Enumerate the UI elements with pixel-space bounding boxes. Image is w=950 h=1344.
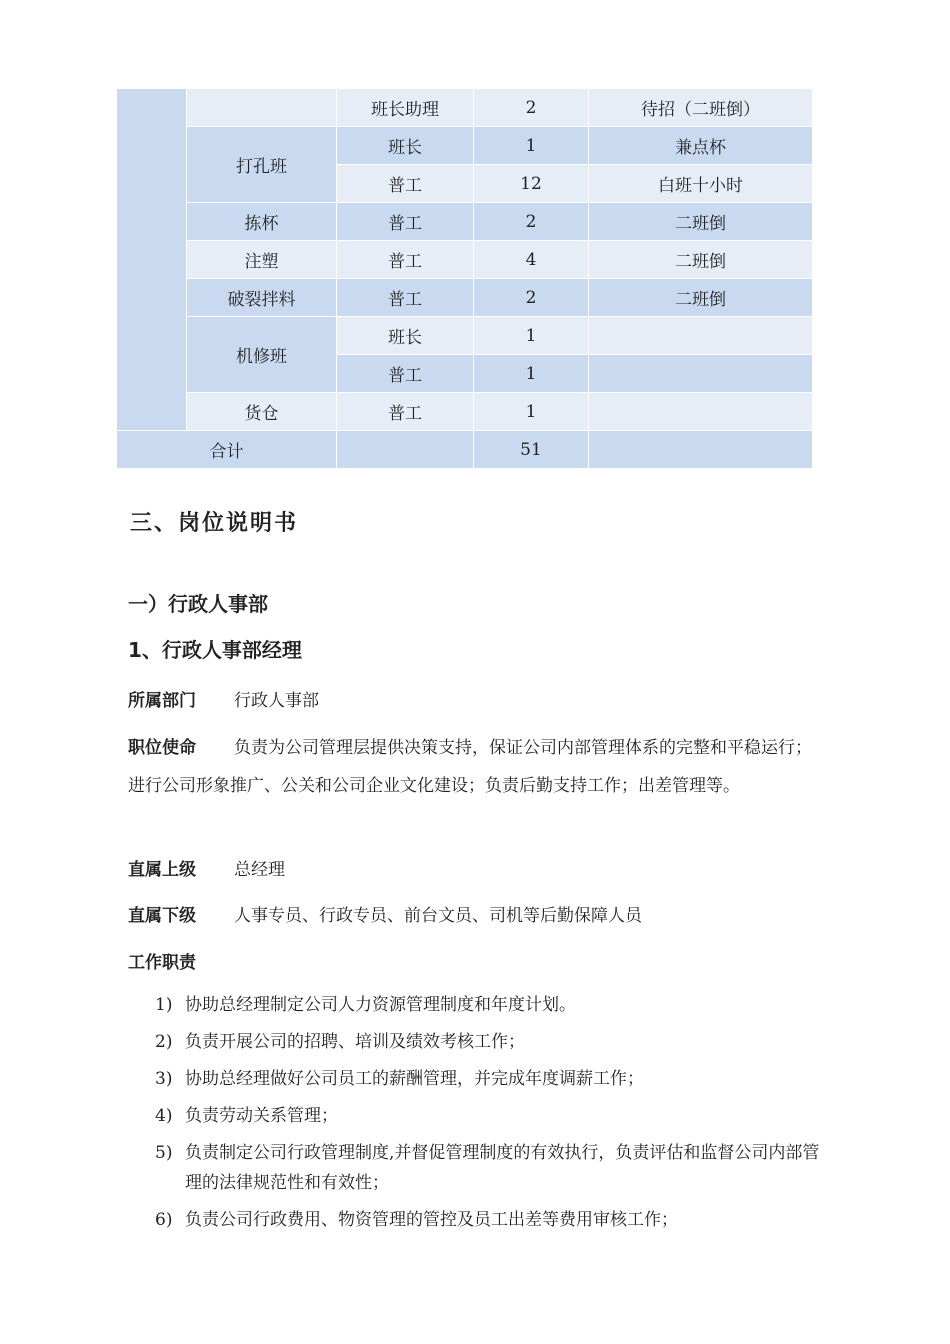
- position-cell: 班长: [337, 317, 474, 355]
- position-cell: 普工: [337, 165, 474, 203]
- count-cell: 2: [474, 89, 589, 127]
- section-title: 三、岗位说明书: [130, 511, 299, 536]
- staffing-table: [116, 88, 813, 469]
- note-cell: [589, 355, 813, 393]
- position-cell: 普工: [337, 241, 474, 279]
- mission-label: 职位使命: [128, 738, 196, 758]
- item-number: 6): [155, 1210, 173, 1230]
- team-cell: 破裂拌料: [187, 279, 337, 317]
- item-number: 1): [155, 995, 173, 1015]
- mission-field: [128, 729, 828, 805]
- dept-group-cell: [117, 89, 187, 431]
- position-cell: 普工: [337, 393, 474, 431]
- team-cell: 注塑: [187, 241, 337, 279]
- position-cell: 普工: [337, 203, 474, 241]
- count-cell: 1: [474, 393, 589, 431]
- duties-label: 工作职责: [128, 953, 196, 973]
- table-row: [117, 127, 813, 165]
- note-cell: [589, 393, 813, 431]
- list-item: [155, 990, 825, 1020]
- item-text: 负责劳动关系管理；: [185, 1106, 338, 1126]
- item-text: 负责开展公司的招聘、培训及绩效考核工作；: [185, 1032, 525, 1052]
- team-cell: 货仓: [187, 393, 337, 431]
- team-cell: 打孔班: [187, 127, 337, 203]
- item-number: 2): [155, 1032, 173, 1052]
- note-cell: 兼点杯: [589, 127, 813, 165]
- table-row: [117, 317, 813, 355]
- position-cell: 普工: [337, 355, 474, 393]
- table-row: [117, 241, 813, 279]
- table-total-row: [117, 431, 813, 469]
- count-cell: 12: [474, 165, 589, 203]
- dept-value: 行政人事部: [234, 691, 319, 711]
- count-cell: 4: [474, 241, 589, 279]
- note-cell: 二班倒: [589, 203, 813, 241]
- subordinate-label: 直属下级: [128, 906, 196, 926]
- team-cell: 拣杯: [187, 203, 337, 241]
- item-number: 3): [155, 1069, 173, 1089]
- item-text: 负责公司行政费用、物资管理的管控及员工出差等费用审核工作；: [185, 1210, 678, 1230]
- item-text: 协助总经理做好公司员工的薪酬管理，并完成年度调薪工作；: [185, 1069, 644, 1089]
- position-cell: 班长助理: [337, 89, 474, 127]
- note-cell: 二班倒: [589, 241, 813, 279]
- subordinate-field: [128, 897, 828, 935]
- superior-label: 直属上级: [128, 860, 196, 880]
- count-cell: 1: [474, 355, 589, 393]
- team-cell: [187, 89, 337, 127]
- position-cell: 普工: [337, 279, 474, 317]
- total-position-cell: [337, 431, 474, 469]
- list-item: [155, 1138, 825, 1198]
- table-row: [117, 393, 813, 431]
- table-row: [117, 279, 813, 317]
- item-number: 4): [155, 1106, 173, 1126]
- subordinate-value: 人事专员、行政专员、前台文员、司机等后勤保障人员: [234, 906, 642, 926]
- count-cell: 1: [474, 127, 589, 165]
- table-row: [117, 203, 813, 241]
- item-number: 5): [155, 1143, 173, 1163]
- list-item: [155, 1205, 825, 1235]
- team-cell: 机修班: [187, 317, 337, 393]
- item-text: 协助总经理制定公司人力资源管理制度和年度计划。: [185, 995, 576, 1015]
- list-item: [155, 1027, 825, 1057]
- superior-value: 总经理: [234, 860, 285, 880]
- superior-field: [128, 851, 828, 889]
- item-text: 负责制定公司行政管理制度,并督促管理制度的有效执行，负责评估和监督公司内部管理的法律规范性和有效性；: [185, 1143, 820, 1193]
- duties-list: [155, 990, 825, 1242]
- count-cell: 1: [474, 317, 589, 355]
- total-note-cell: [589, 431, 813, 469]
- total-label: 合计: [117, 431, 337, 469]
- mission-value: 负责为公司管理层提供决策支持，保证公司内部管理体系的完整和平稳运行；进行公司形象推广、公关和公司企业文化建设；负责后勤支持工作；出差管理等。: [128, 738, 812, 796]
- job-title: 1、行政人事部经理: [128, 638, 302, 662]
- dept-field: [128, 682, 828, 720]
- position-cell: 班长: [337, 127, 474, 165]
- note-cell: 待招（二班倒）: [589, 89, 813, 127]
- duties-field: [128, 944, 828, 982]
- note-cell: 二班倒: [589, 279, 813, 317]
- total-count: 51: [474, 431, 589, 469]
- subsection-title: 一）行政人事部: [128, 592, 268, 616]
- count-cell: 2: [474, 203, 589, 241]
- count-cell: 2: [474, 279, 589, 317]
- list-item: [155, 1064, 825, 1094]
- dept-label: 所属部门: [128, 691, 196, 711]
- note-cell: 白班十小时: [589, 165, 813, 203]
- note-cell: [589, 317, 813, 355]
- table-row: [117, 89, 813, 127]
- list-item: [155, 1101, 825, 1131]
